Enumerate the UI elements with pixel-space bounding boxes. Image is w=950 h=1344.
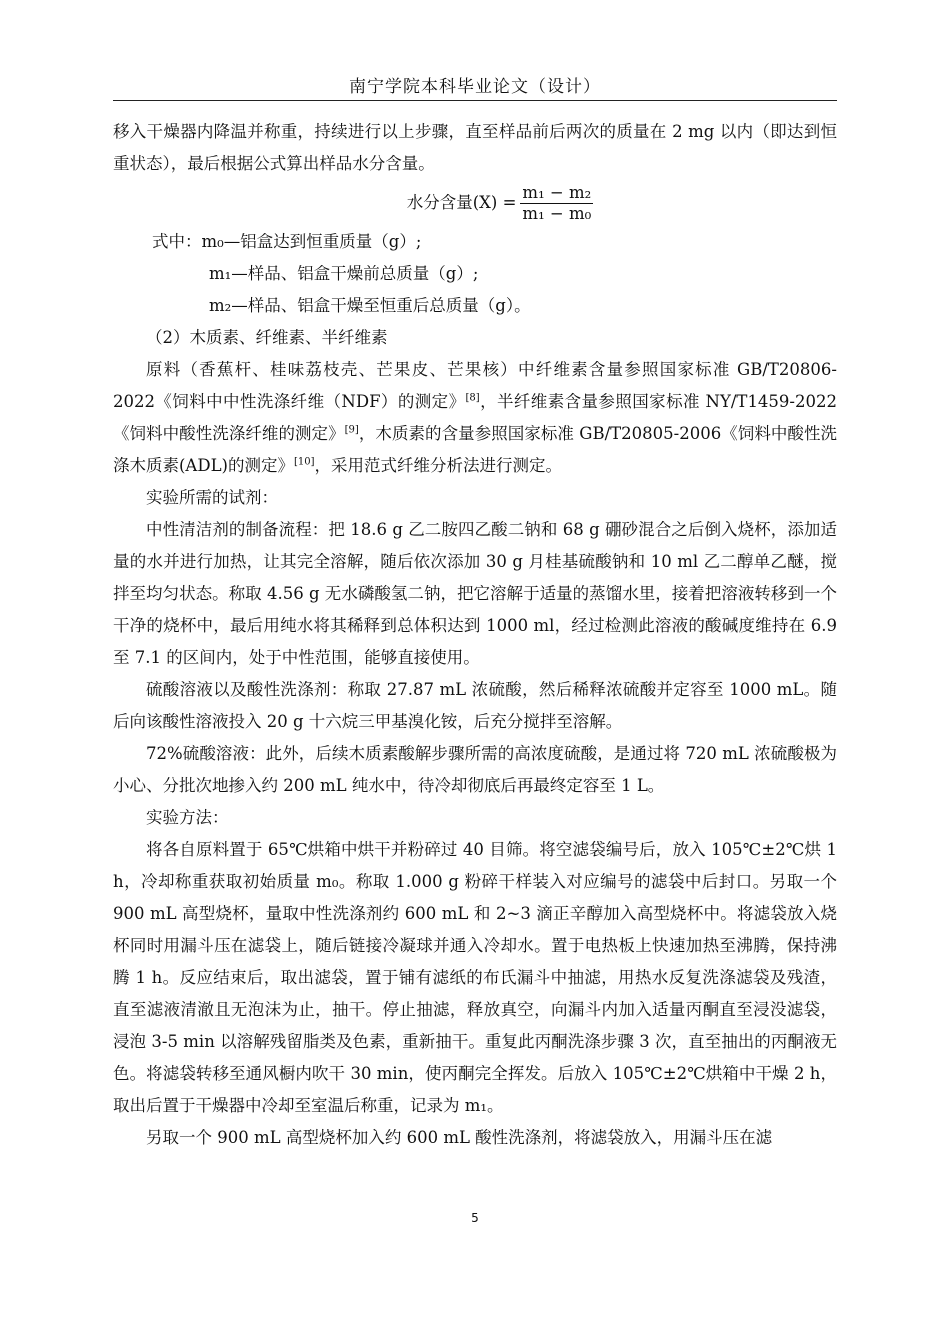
formula-denominator: m₁ − m₀ — [522, 203, 592, 223]
page-body — [113, 116, 837, 1154]
paragraph-acid-detergent: 硫酸溶液以及酸性洗涤剂：称取 27.87 mL 浓硫酸，然后稀释浓硫酸并定容至 1000 mL。随后向该酸性溶液投入 20 g 十六烷三甲基溴化铵，后充分搅拌至溶解。 — [113, 680, 837, 731]
citation-10: [10] — [293, 456, 315, 468]
formula-note-m0: 式中：m₀—铝盒达到恒重质量（g）; — [152, 232, 422, 251]
standards-text-4: ，采用范式纤维分析法进行测定。 — [314, 456, 563, 475]
running-header: 南宁学院本科毕业论文（设计） — [349, 77, 601, 97]
page-number: 5 — [471, 1211, 479, 1225]
standards-text-2: ，半纤维素含量参照国家标准 NY/T1459-2022《饲料中酸性洗涤纤维的测定》 — [113, 392, 837, 443]
standards-text-3: ，木质素的含量参照国家标准 GB/T20805-2006《饲料中酸性洗涤木质素(ADL)的测定》 — [113, 424, 838, 475]
paragraph-neutral-detergent: 中性清洁剂的制备流程：把 18.6 g 乙二胺四乙酸二钠和 68 g 硼砂混合之后倒入烧杯，添加适量的水并进行加热，让其完全溶解，随后依次添加 30 g 月桂基硫酸钠和 10 ml 乙二醇单乙醚，搅拌至均匀状态。称取 4.56 g 无水磷酸氢二钠，把它溶解于适量的蒸馏水里，接着把溶液转移到一个干净的烧杯中，最后用纯水将其稀释到总体积达到 1000 ml，经过检测此溶液的酸碱度维持在 6.9 至 7.1 的区间内，处于中性范围，能够直接使用。 — [113, 520, 837, 667]
reagents-heading: 实验所需的试剂： — [146, 488, 278, 507]
paragraph-method-adf: 另取一个 900 mL 高型烧杯加入约 600 mL 酸性洗涤剂，将滤袋放入，用漏斗压在滤 — [146, 1128, 773, 1147]
section-heading-lignin: （2）木质素、纤维素、半纤维素 — [146, 328, 388, 347]
paragraph-sulfuric-acid-72: 72%硫酸溶液：此外，后续木质素酸解步骤所需的高浓度硫酸，是通过将 720 mL 浓硫酸极为小心、分批次地掺入约 200 mL 纯水中，待冷却彻底后再最终定容至 1 L。 — [113, 744, 837, 795]
formula-note-m2: m₂—样品、铝盒干燥至恒重后总质量（g）。 — [209, 296, 531, 315]
formula-lhs: 水分含量(X) = — [406, 193, 517, 212]
formula-note-m1: m₁—样品、铝盒干燥前总质量（g）; — [209, 264, 479, 283]
moisture-formula — [163, 180, 837, 226]
formula-fraction — [520, 183, 593, 224]
citation-8: [8] — [465, 392, 480, 404]
standards-text-1: 原料（香蕉杆、桂味荔枝壳、芒果皮、芒果核）中纤维素含量参照国家标准 GB/T20806-2022《饲料中中性洗涤纤维（NDF）的测定》 — [113, 360, 837, 411]
paragraph-method-ndf: 将各自原料置于 65℃烘箱中烘干并粉碎过 40 目筛。将空滤袋编号后，放入 105℃±2℃烘 1 h，冷却称重获取初始质量 m₀。称取 1.000 g 粉碎干样装入对应编号的滤袋中后封口。另取一个 900 mL 高型烧杯，量取中性洗涤剂约 600 mL 和 2~3 滴正辛醇加入高型烧杯中。将滤袋放入烧杯同时用漏斗压在滤袋上，随后链接冷凝球并通入冷却水。置于电热板上快速加热至沸腾，保持沸腾 1 h。反应结束后，取出滤袋，置于铺有滤纸的布氏漏斗中抽滤，用热水反复洗涤滤袋及残渣，直至滤液清澈且无泡沫为止，抽干。停止抽滤，释放真空，向漏斗内加入适量丙酮直至浸没滤袋，浸泡 3-5 min 以溶解残留脂类及色素，重新抽干。重复此丙酮洗涤步骤 3 次，直至抽出的丙酮液无色。将滤袋转移至通风橱内吹干 30 min，使丙酮完全挥发。后放入 105℃±2℃烘箱中干燥 2 h，取出后置于干燥器中冷却至室温后称重，记录为 m₁。 — [113, 840, 837, 1115]
header-rule — [113, 100, 837, 101]
formula-numerator: m₁ − m₂ — [522, 182, 592, 202]
paragraph-standards — [113, 354, 837, 482]
paragraph-moisture-procedure: 移入干燥器内降温并称重，持续进行以上步骤，直至样品前后两次的质量在 2 mg 以内（即达到恒重状态），最后根据公式算出样品水分含量。 — [113, 122, 837, 173]
citation-9: [9] — [344, 424, 359, 436]
method-heading: 实验方法： — [146, 808, 229, 827]
